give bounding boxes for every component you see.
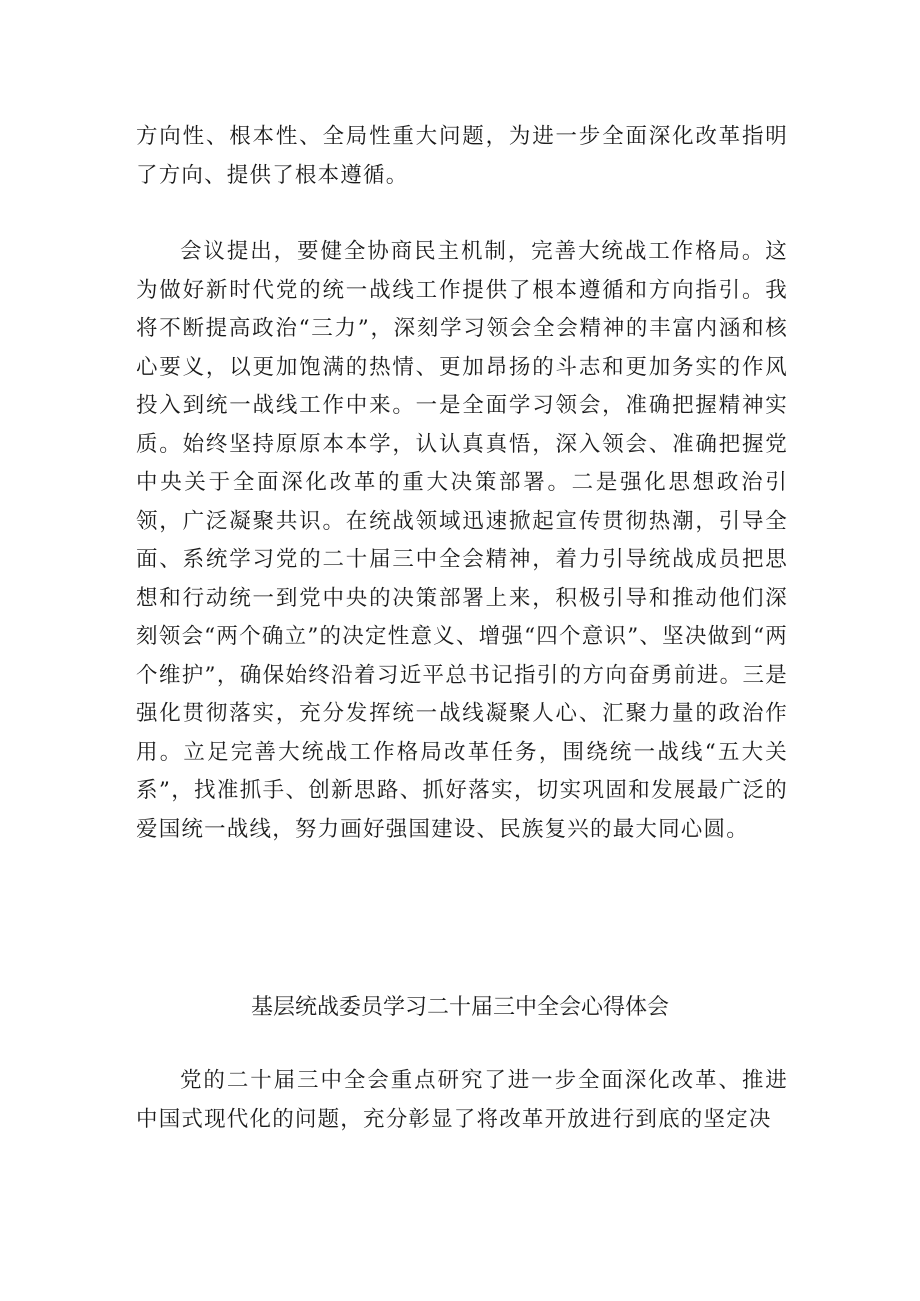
paragraph-plenum-intro: 党的二十届三中全会重点研究了进一步全面深化改革、推进中国式现代化的问题，充分彰显了将改革开放进行到底的坚定决 <box>136 1068 788 1132</box>
section-heading: 基层统战委员学习二十届三中全会心得体会 <box>250 995 669 1020</box>
paragraph-meeting-proposal: 会议提出，要健全协商民主机制，完善大统战工作格局。这为做好新时代党的统一战线工作提供了根本遵循和方向指引。我将不断提高政治“三力”，深刻学习领会全会精神的丰富内涵和核心要义，以更加饱满的热情、更加昂扬的斗志和更加务实的作风投入到统一战线工作中来。一是全面学习领会，准确把握精神实质。始终坚持原原本本学，认认真真悟，深入领会、准确把握党中央关于全面深化改革的重大决策部署。二是强化思想政治引领，广泛凝聚共识。在统战领域迅速掀起宣传贯彻热潮，引导全面、系统学习党的二十届三中全会精神，着力引导统战成员把思想和行动统一到党中央的决策部署上来，积极引导和推动他们深刻领会“两个确立”的决定性意义、增强“四个意识”、坚决做到“两个维护”，确保始终沿着习近平总书记指引的方向奋勇前进。三是强化贯彻落实，充分发挥统一战线凝聚人心、汇聚力量的政治作用。立足完善大统战工作格局改革任务，围绕统一战线“五大关系”，找准抓手、创新思路、抓好落实，切实巩固和发展最广泛的爱国统一战线，努力画好强国建设、民族复兴的最大同心圆。 <box>136 239 788 842</box>
paragraph-continuation: 方向性、根本性、全局性重大问题，为进一步全面深化改革指明了方向、提供了根本遵循。 <box>136 124 788 188</box>
